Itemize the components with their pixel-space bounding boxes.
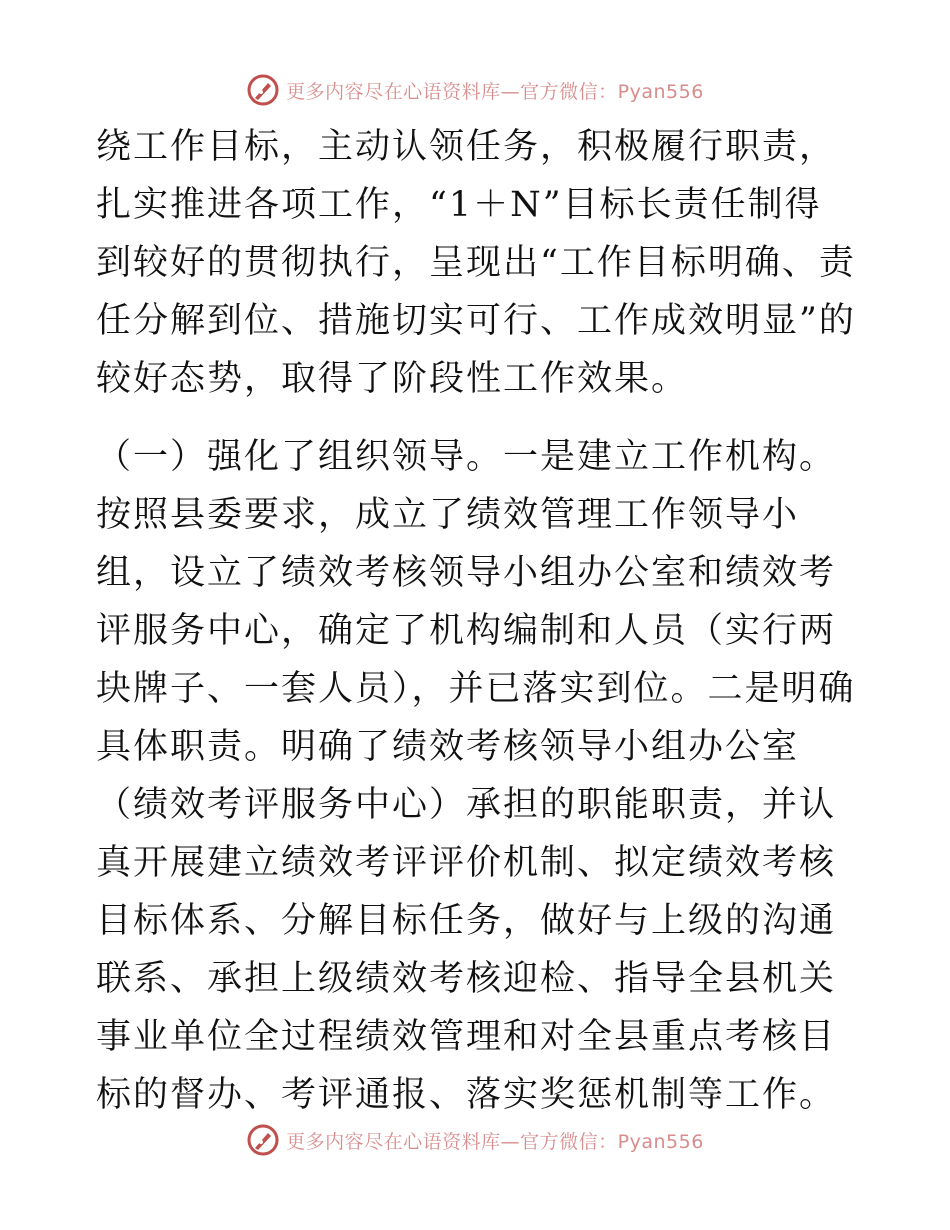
paragraph-1: 绕工作目标，主动认领任务，积极履行职责，扎实推进各项工作，“1＋N”目标长责任制得到较好的贯彻执行，呈现出“工作目标明确、责任分解到位、措施切实可行、工作成效明显”的较好态势，取得了阶段性工作效果。 (96, 127, 856, 399)
pen-circle-logo-icon (246, 1123, 280, 1157)
footer-banner (0, 1122, 950, 1158)
document-body (96, 118, 856, 1124)
footer-banner-text: 更多内容尽在心语资料库—官方微信：Pyan556 (286, 1130, 704, 1153)
header-banner-text: 更多内容尽在心语资料库—官方微信：Pyan556 (286, 80, 704, 103)
paragraph-2: （一）强化了组织领导。一是建立工作机构。按照县委要求，成立了绩效管理工作领导小组，设立了绩效考核领导小组办公室和绩效考评服务中心，确定了机构编制和人员（实行两块牌子、一套人员），并已落实到位。二是明确具体职责。明确了绩效考核领导小组办公室（绩效考评服务中心）承担的职能职责，并认真开展建立绩效考评评价机制、拟定绩效考核目标体系、分解目标任务，做好与上级的沟通联系、承担上级绩效考核迎检、指导全县机关事业单位全过程绩效管理和对全县重点考核目标的督办、考评通报、落实奖惩机制等工作。 (96, 437, 856, 1115)
header-banner (0, 72, 950, 108)
pen-circle-logo-icon (246, 73, 280, 107)
